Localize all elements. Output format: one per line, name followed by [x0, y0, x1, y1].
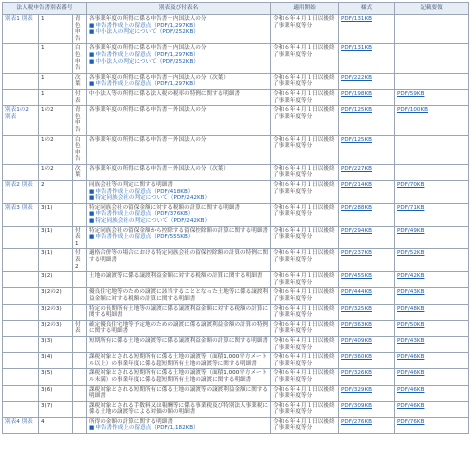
form-name-cell — [87, 320, 271, 336]
table-row — [3, 89, 469, 105]
form-name: 特定同族会社の留保金額から控除する留保控除額の計算に関する明細書 — [89, 227, 269, 234]
form-sub-number: 3(1) — [39, 226, 73, 249]
table-row — [3, 304, 469, 320]
table-row — [3, 272, 469, 288]
guide-cell — [395, 304, 469, 320]
form-sub-number: 2 — [39, 181, 73, 204]
format-cell — [339, 203, 395, 226]
form-code — [3, 401, 39, 417]
form-kind: 青色申告 — [73, 15, 87, 44]
attachment-link[interactable]: ■ 中小法人の判定について（PDF/252KB） — [89, 29, 268, 36]
form-sub-number: 1 — [39, 44, 73, 73]
attachment-link[interactable]: ■ 中小法人の判定について（PDF/252KB） — [89, 59, 268, 66]
form-kind: 次葉 — [73, 73, 87, 89]
format-cell — [339, 249, 395, 272]
format-pdf-link[interactable]: PDF/131KB — [341, 45, 372, 52]
format-pdf-link[interactable]: PDF/329KB — [341, 386, 372, 393]
form-sub-number: 3(1) — [39, 203, 73, 226]
table-body — [3, 15, 469, 434]
form-name-cell — [87, 272, 271, 288]
header-format: 様式 — [339, 3, 395, 15]
form-kind — [73, 353, 87, 369]
table-row — [3, 320, 469, 336]
format-pdf-link[interactable]: PDF/409KB — [341, 337, 372, 344]
table-row — [3, 369, 469, 385]
form-code — [3, 385, 39, 401]
form-sub-number: 1の2 — [39, 164, 73, 180]
form-kind: 白色申告 — [73, 135, 87, 164]
form-kind: 付表1 — [73, 226, 87, 249]
form-code — [3, 272, 39, 288]
start-date: 令和６年４月１日以後終了事業年度等分 — [271, 226, 339, 249]
format-pdf-link[interactable]: PDF/276KB — [341, 418, 372, 425]
format-pdf-link[interactable]: PDF/198KB — [341, 90, 372, 97]
guide-pdf-link[interactable]: PDF/49KB — [397, 227, 425, 234]
guide-pdf-link[interactable]: PDF/52KB — [397, 250, 425, 257]
format-pdf-link[interactable]: PDF/227KB — [341, 165, 372, 172]
table-row — [3, 181, 469, 204]
form-name-cell — [87, 417, 271, 433]
start-date: 令和６年４月１日以後終了事業年度等分 — [271, 164, 339, 180]
form-name-cell — [87, 385, 271, 401]
form-name-cell — [87, 135, 271, 164]
form-name-cell — [87, 203, 271, 226]
format-cell — [339, 336, 395, 352]
form-kind — [73, 336, 87, 352]
form-name-cell — [87, 369, 271, 385]
form-code — [3, 73, 39, 89]
form-kind — [73, 304, 87, 320]
form-kind: 青色申告 — [73, 106, 87, 135]
format-pdf-link[interactable]: PDF/325KB — [341, 305, 372, 312]
form-name: 各事業年度の所得に係る申告書－外国法人の分 — [89, 136, 207, 143]
form-sub-number: 3(2の2) — [39, 288, 73, 304]
format-cell — [339, 164, 395, 180]
form-name: 優良住宅地等のための譲渡に該当することとなった土地等に係る譲渡利益金額に対する税額の計算に関する明細書 — [89, 289, 269, 302]
attachment-link[interactable]: ■ 特定同族会社の判定について（PDF/242KB） — [89, 195, 268, 202]
start-date: 令和６年４月１日以後終了事業年度等分 — [271, 401, 339, 417]
form-kind: 次葉 — [73, 164, 87, 180]
guide-pdf-link[interactable]: PDF/48KB — [397, 305, 425, 312]
header-guide: 記載要領 — [395, 3, 469, 15]
form-code — [3, 336, 39, 352]
attachment-link[interactable]: ■ 申告書作成上の留意点（PDF/555KB） — [89, 234, 268, 241]
format-cell — [339, 288, 395, 304]
form-sub-number: 1 — [39, 15, 73, 44]
guide-cell — [395, 385, 469, 401]
format-cell — [339, 106, 395, 135]
form-kind — [73, 288, 87, 304]
form-name-cell — [87, 288, 271, 304]
form-code — [3, 89, 39, 105]
format-pdf-link[interactable]: PDF/214KB — [341, 182, 372, 189]
form-code — [3, 226, 39, 249]
form-kind: 付表 — [73, 89, 87, 105]
format-cell — [339, 135, 395, 164]
table-row — [3, 15, 469, 44]
format-pdf-link[interactable]: PDF/125KB — [341, 136, 372, 143]
form-name: 各事業年度の所得に係る申告書－内国法人の分 — [89, 16, 207, 22]
format-cell — [339, 353, 395, 369]
form-sub-number: 3(2の3) — [39, 320, 73, 336]
attachment-link[interactable]: ■ 申告書作成上の留意点（PDF/418KB） — [89, 189, 268, 196]
form-sub-number: 3(3) — [39, 336, 73, 352]
attachment-link[interactable]: ■ 申告書作成上の留意点（PDF/1,297KB） — [89, 52, 268, 59]
guide-pdf-link[interactable]: PDF/43KB — [397, 337, 425, 344]
start-date: 令和６年４月１日以後終了事業年度等分 — [271, 15, 339, 44]
guide-cell — [395, 288, 469, 304]
guide-cell — [395, 164, 469, 180]
guide-cell — [395, 89, 469, 105]
table-header-row — [3, 3, 469, 15]
form-code: 別表2 別表 — [3, 181, 39, 204]
guide-pdf-link[interactable]: PDF/70KB — [397, 182, 425, 189]
start-date: 令和６年４月１日以後終了事業年度等分 — [271, 336, 339, 352]
format-pdf-link[interactable]: PDF/363KB — [341, 321, 372, 328]
form-sub-number: 3(2の3) — [39, 304, 73, 320]
guide-pdf-link[interactable]: PDF/46KB — [397, 354, 425, 361]
guide-cell — [395, 106, 469, 135]
start-date: 令和６年４月１日以後終了事業年度等分 — [271, 304, 339, 320]
format-pdf-link[interactable]: PDF/326KB — [341, 370, 372, 377]
form-code — [3, 320, 39, 336]
guide-cell — [395, 272, 469, 288]
form-kind — [73, 203, 87, 226]
form-name-cell — [87, 89, 271, 105]
attachment-link[interactable]: ■ 申告書作成上の留意点（PDF/1,297KB） — [89, 81, 268, 88]
form-code — [3, 353, 39, 369]
form-kind: 付表 — [73, 320, 87, 336]
form-sub-number: 1の2 — [39, 106, 73, 135]
format-cell — [339, 417, 395, 433]
format-cell — [339, 226, 395, 249]
form-name: 各事業年度の所得に係る申告書－外国法人の分（次葉） — [89, 165, 229, 172]
start-date: 令和６年４月１日以後終了事業年度等分 — [271, 44, 339, 73]
form-name: 短期所有に係る土地の譲渡等に係る譲渡利益金額の計算に関する明細書 — [89, 337, 269, 344]
guide-cell — [395, 15, 469, 44]
form-name-cell — [87, 106, 271, 135]
form-name: 中小法人等の所得に係る法人税の税率の特例に関する明細書 — [89, 90, 241, 97]
form-kind: 白色申告 — [73, 44, 87, 73]
form-code — [3, 135, 39, 164]
table-row — [3, 336, 469, 352]
form-code: 別表1 別表 — [3, 15, 39, 44]
start-date: 令和６年４月１日以後終了事業年度等分 — [271, 353, 339, 369]
format-pdf-link[interactable]: PDF/288KB — [341, 204, 372, 211]
form-name: 課税対象とされる短期所有に係る土地の譲渡等（面積1,000平方メートル未満）の事業年度に係る超短期所有土地の譲渡に関する明細書 — [89, 370, 268, 383]
table-row — [3, 417, 469, 433]
form-name-cell — [87, 181, 271, 204]
form-code: 別表1の2 別表 — [3, 106, 39, 135]
form-kind — [73, 181, 87, 204]
format-cell — [339, 272, 395, 288]
table-row — [3, 353, 469, 369]
guide-cell — [395, 369, 469, 385]
start-date: 令和６年４月１日以後終了事業年度等分 — [271, 181, 339, 204]
start-date: 令和６年４月１日以後終了事業年度等分 — [271, 417, 339, 433]
format-pdf-link[interactable]: PDF/125KB — [341, 107, 372, 114]
guide-cell — [395, 249, 469, 272]
table-row — [3, 106, 469, 135]
table-row — [3, 203, 469, 226]
table-row — [3, 226, 469, 249]
format-cell — [339, 304, 395, 320]
form-name-cell — [87, 73, 271, 89]
table-row — [3, 401, 469, 417]
start-date: 令和６年４月１日以後終了事業年度等分 — [271, 369, 339, 385]
form-sub-number: 3(7) — [39, 401, 73, 417]
format-pdf-link[interactable]: PDF/455KB — [341, 273, 372, 280]
form-code — [3, 44, 39, 73]
form-name: 確定優良住宅地等予定地のための譲渡に係る譲渡利益金額の計算の特例に関する明細書 — [89, 321, 269, 335]
attachment-link[interactable]: ■ 申告書作成上の留意点（PDF/1,297KB） — [89, 23, 268, 30]
table-row — [3, 44, 469, 73]
header-start: 適用開始 — [271, 3, 339, 15]
guide-pdf-link[interactable]: PDF/100KB — [397, 107, 428, 114]
format-cell — [339, 73, 395, 89]
format-pdf-link[interactable]: PDF/444KB — [341, 289, 372, 296]
start-date: 令和６年４月１日以後終了事業年度等分 — [271, 203, 339, 226]
form-code — [3, 304, 39, 320]
guide-pdf-link[interactable]: PDF/46KB — [397, 402, 425, 409]
format-pdf-link[interactable]: PDF/131KB — [341, 16, 372, 22]
format-pdf-link[interactable]: PDF/294KB — [341, 227, 372, 234]
guide-cell — [395, 135, 469, 164]
table-row — [3, 288, 469, 304]
start-date: 令和６年４月１日以後終了事業年度等分 — [271, 106, 339, 135]
start-date: 令和６年４月１日以後終了事業年度等分 — [271, 288, 339, 304]
guide-cell — [395, 401, 469, 417]
format-cell — [339, 181, 395, 204]
guide-cell — [395, 226, 469, 249]
form-name: 同族会社等の判定に関する明細書 — [89, 182, 173, 189]
start-date: 令和６年４月１日以後終了事業年度等分 — [271, 385, 339, 401]
form-kind: 付表2 — [73, 249, 87, 272]
form-name: 特定同族会社の留保金額に対する税額の計算に関する明細書 — [89, 204, 241, 211]
form-code — [3, 164, 39, 180]
table-row — [3, 135, 469, 164]
form-kind — [73, 401, 87, 417]
form-name-cell — [87, 353, 271, 369]
guide-cell — [395, 336, 469, 352]
form-name: 適格合併等の場合における特定同族会社の留保控除額の計算の特例に関する明細書 — [89, 250, 269, 263]
format-pdf-link[interactable]: PDF/222KB — [341, 74, 372, 81]
form-name-cell — [87, 304, 271, 320]
form-sub-number: 3(4) — [39, 353, 73, 369]
forms-table — [2, 2, 469, 434]
table-row — [3, 73, 469, 89]
form-sub-number: 1 — [39, 73, 73, 89]
form-name-cell — [87, 164, 271, 180]
form-sub-number: 3(2) — [39, 272, 73, 288]
form-sub-number: 3(1) — [39, 249, 73, 272]
form-sub-number: 3(6) — [39, 385, 73, 401]
start-date: 令和６年４月１日以後終了事業年度等分 — [271, 320, 339, 336]
form-code — [3, 288, 39, 304]
format-cell — [339, 385, 395, 401]
guide-pdf-link[interactable]: PDF/76KB — [397, 418, 425, 425]
form-sub-number: 1の2 — [39, 135, 73, 164]
format-cell — [339, 401, 395, 417]
form-sub-number: 3(5) — [39, 369, 73, 385]
form-name: 課税対象とされる短期所有に係る土地の譲渡等（面積1,000平方メートル以上）の事業年度に係る超短期所有土地の譲渡等に関する明細書 — [89, 354, 268, 367]
form-name: 課税対象とされる手数料又は報酬等に係る事業税及び特別法人事業税に係る土地の譲渡等による対価の額の明細書 — [89, 402, 269, 416]
guide-cell — [395, 320, 469, 336]
header-form-name: 別表及び付表名 — [87, 3, 271, 15]
form-name: 特定の長期所有土地等の譲渡に係る譲渡利益金額に対する税額の計算に関する明細書 — [89, 305, 269, 319]
format-pdf-link[interactable]: PDF/309KB — [341, 402, 372, 409]
guide-cell — [395, 44, 469, 73]
form-code — [3, 249, 39, 272]
format-cell — [339, 15, 395, 44]
guide-pdf-link[interactable]: PDF/46KB — [397, 386, 425, 393]
format-pdf-link[interactable]: PDF/360KB — [341, 354, 372, 361]
form-name-cell — [87, 44, 271, 73]
form-name-cell — [87, 15, 271, 44]
form-code: 別表4 別表 — [3, 417, 39, 433]
format-cell — [339, 89, 395, 105]
form-name: 課税対象とされる短期所有に係る土地の譲渡等の譲渡利益金額に関する明細書 — [89, 386, 269, 400]
format-cell — [339, 44, 395, 73]
guide-cell — [395, 181, 469, 204]
guide-cell — [395, 73, 469, 89]
start-date: 令和６年４月１日以後終了事業年度等分 — [271, 249, 339, 272]
header-form-number: 法人税申告書別表番号 — [3, 3, 87, 15]
guide-pdf-link[interactable]: PDF/50KB — [397, 321, 425, 328]
form-kind — [73, 369, 87, 385]
guide-cell — [395, 417, 469, 433]
table-row — [3, 385, 469, 401]
form-name-cell — [87, 336, 271, 352]
format-cell — [339, 320, 395, 336]
form-kind — [73, 272, 87, 288]
guide-pdf-link[interactable]: PDF/42KB — [397, 273, 425, 280]
start-date: 令和６年４月１日以後終了事業年度等分 — [271, 73, 339, 89]
form-name: 各事業年度の所得に係る申告書－内国法人の分 — [89, 45, 207, 52]
form-sub-number: 4 — [39, 417, 73, 433]
table-row — [3, 164, 469, 180]
table-row — [3, 249, 469, 272]
guide-pdf-link[interactable]: PDF/71KB — [397, 204, 425, 211]
start-date: 令和６年４月１日以後終了事業年度等分 — [271, 272, 339, 288]
start-date: 令和６年４月１日以後終了事業年度等分 — [271, 89, 339, 105]
guide-pdf-link[interactable]: PDF/43KB — [397, 289, 425, 296]
format-cell — [339, 369, 395, 385]
form-name-cell — [87, 401, 271, 417]
form-name: 各事業年度の所得に係る申告書－内国法人の分（次葉） — [89, 74, 229, 81]
attachment-link[interactable]: ■ 申告書作成上の留意点（PDF/376KB） — [89, 211, 268, 218]
form-name: 土地の譲渡等に係る譲渡利益金額に対する税額の計算に関する明細書 — [89, 273, 263, 280]
guide-pdf-link[interactable]: PDF/46KB — [397, 370, 425, 377]
form-name: 所得の金額の計算に関する明細書 — [89, 418, 173, 425]
form-kind — [73, 417, 87, 433]
guide-pdf-link[interactable]: PDF/59KB — [397, 90, 425, 97]
format-pdf-link[interactable]: PDF/237KB — [341, 250, 372, 257]
form-kind — [73, 385, 87, 401]
form-name-cell — [87, 226, 271, 249]
attachment-link[interactable]: ■ 申告書作成上の留意点（PDF/1,182KB） — [89, 425, 268, 432]
guide-cell — [395, 203, 469, 226]
form-code — [3, 369, 39, 385]
attachment-link[interactable]: ■ 特定同族会社の判定について（PDF/242KB） — [89, 218, 268, 225]
form-name: 各事業年度の所得に係る申告書－外国法人の分 — [89, 107, 207, 114]
form-code: 別表3 別表 — [3, 203, 39, 226]
guide-cell — [395, 353, 469, 369]
start-date: 令和６年４月１日以後終了事業年度等分 — [271, 135, 339, 164]
form-sub-number: 1 — [39, 89, 73, 105]
form-name-cell — [87, 249, 271, 272]
